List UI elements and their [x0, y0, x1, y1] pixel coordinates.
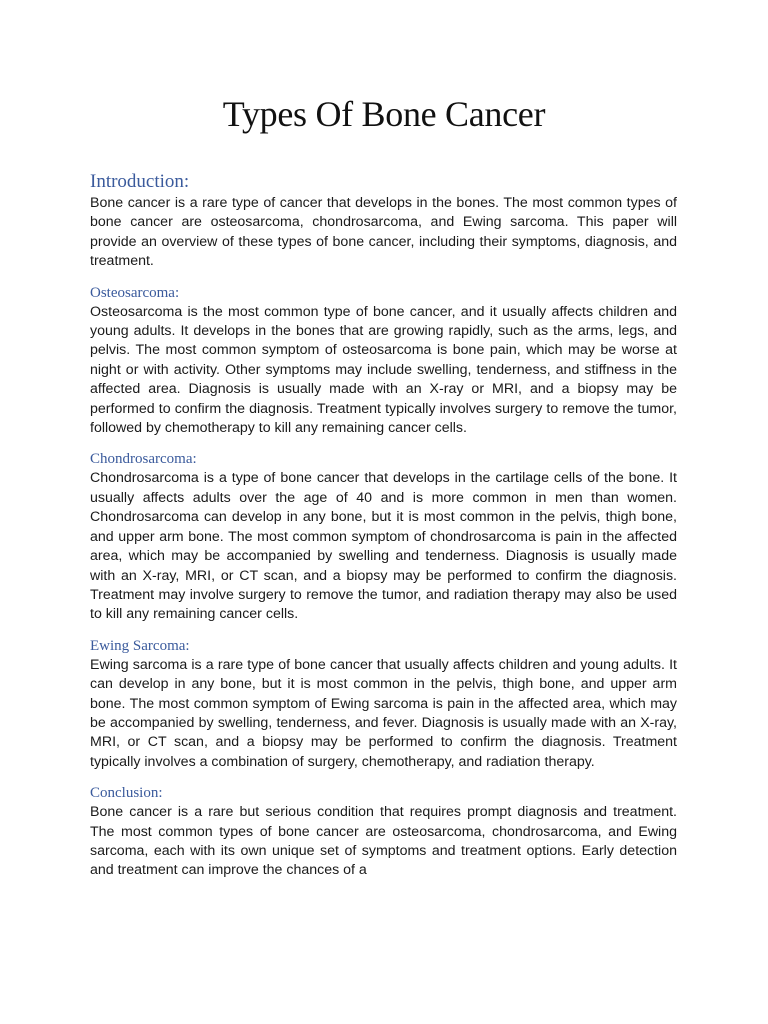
section-heading: Conclusion:	[90, 785, 163, 802]
section-heading: Chondrosarcoma:	[90, 451, 197, 468]
document-body	[90, 170, 677, 881]
section-chondrosarcoma	[90, 449, 677, 624]
section-osteosarcoma	[90, 283, 677, 439]
section-conclusion	[90, 783, 677, 881]
section-paragraph: Chondrosarcoma is a type of bone cancer that develops in the cartilage cells of the bone. It usually affects adults over the age of 40 and is more common in men than women. Chondrosarcoma can develop in any bone, but it is most common in the pelvis, thigh bone, and upper arm bone. The most common symptom of chondrosarcoma is pain in the affected area, which may be accompanied by swelling and tenderness. Diagnosis is usually made with an X-ray, MRI, or CT scan, and a biopsy may be performed to confirm the diagnosis. Treatment may involve surgery to remove the tumor, and radiation therapy may also be used to kill any remaining cancer cells.	[90, 470, 677, 623]
section-paragraph: Bone cancer is a rare type of cancer that develops in the bones. The most common types of bone cancer are osteosarcoma, chondrosarcoma, and Ewing sarcoma. This paper will provide an overview of these types of bone cancer, including their symptoms, diagnosis, and treatment.	[90, 195, 677, 270]
section-ewing-sarcoma	[90, 636, 677, 772]
section-heading: Osteosarcoma:	[90, 284, 180, 301]
section-introduction	[90, 170, 677, 272]
section-paragraph: Osteosarcoma is the most common type of bone cancer, and it usually affects children and young adults. It develops in the bones that are growing rapidly, such as the arms, legs, and pelvis. The most common symptom of osteosarcoma is bone pain, which may be worse at night or with activity. Other symptoms may include swelling, tenderness, and stiffness in the affected area. Diagnosis is usually made with an X-ray or MRI, and a biopsy may be performed to confirm the diagnosis. Treatment typically involves surgery to remove the tumor, followed by chemotherapy to kill any remaining cancer cells.	[90, 303, 677, 437]
section-heading: Introduction:	[90, 171, 190, 192]
section-paragraph: Bone cancer is a rare but serious condition that requires prompt diagnosis and treatment. The most common types of bone cancer are osteosarcoma, chondrosarcoma, and Ewing sarcoma, each with its own unique set of symptoms and treatment options. Early detection and treatment can improve the chances of a	[90, 804, 677, 879]
document-title: Types Of Bone Cancer	[222, 94, 546, 134]
section-paragraph: Ewing sarcoma is a rare type of bone cancer that usually affects children and young adults. It can develop in any bone, but it is most common in the pelvis, thigh bone, and upper arm bone. The most common symptom of Ewing sarcoma is pain in the affected area, which may be accompanied by swelling, tenderness, and fever. Diagnosis is usually made with an X-ray, MRI, or CT scan, and a biopsy may be performed to confirm the diagnosis. Treatment typically involves a combination of surgery, chemotherapy, and radiation therapy.	[90, 656, 677, 770]
section-heading: Ewing Sarcoma:	[90, 637, 190, 654]
